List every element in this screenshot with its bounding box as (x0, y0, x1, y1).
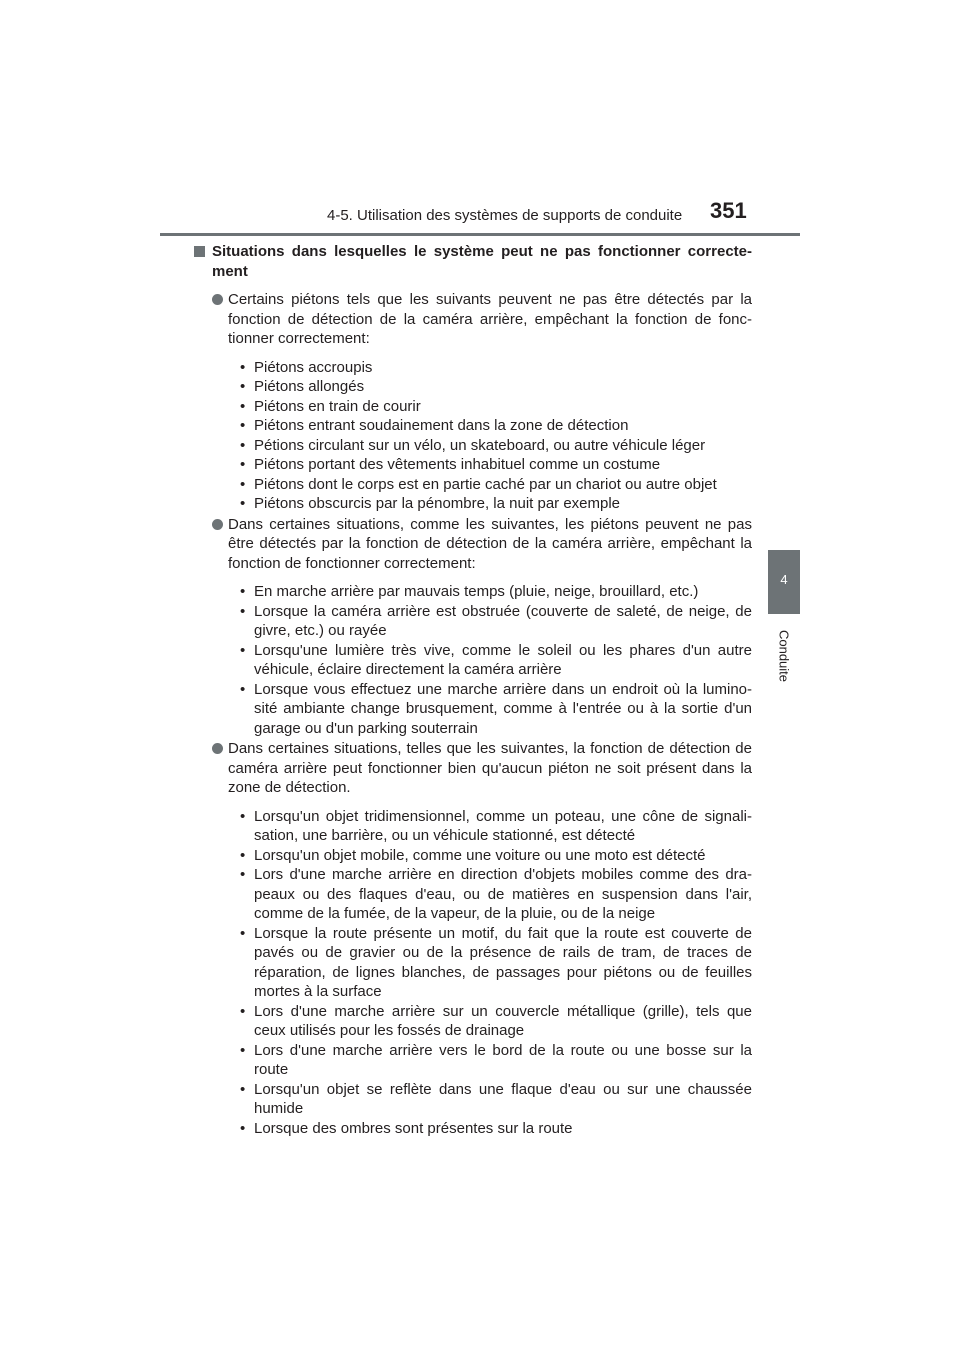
paragraph-text: Dans certaines situations, comme les suivantes, les piétons peuvent ne pas être détectés par la fonction de détection de la caméra arrière, empêchant la fonction de fonctionner correctement: (228, 515, 752, 572)
list-item: • Piétons obscurcis par la pénombre, la nuit par exemple (240, 495, 621, 512)
paragraph-text: Dans certaines situations, telles que les suivantes, la fonction de détection de caméra arrière peut fonctionner bien qu'aucun piéton ne soit présent dans la zone de détection. (228, 740, 752, 796)
bullet-list-1 (212, 358, 752, 514)
list-item: • Lors d'une marche arrière en direction d'objets mobiles comme des dra-peaux ou des flaques d'eau, ou de matières en suspension dans l'air, comme de la fumée, de la vapeur, de la pluie, ou de la neige (240, 866, 752, 922)
list-item: • Lorsque des ombres sont présentes sur la route (240, 1119, 573, 1137)
section-heading-text: Situations dans lesquelles le système peut ne pas fonctionner correcte-ment (212, 243, 752, 280)
paragraph-2 (212, 515, 752, 574)
list-item: • Piétons portant des vêtements inhabituel comme un costume (240, 456, 661, 473)
circle-bullet-icon (212, 743, 223, 754)
chapter-tab-label-box (770, 621, 798, 691)
list-item: • Lorsque la route présente un motif, du fait que la route est couverte de pavés ou de gravier ou de la présence de rails de tram, de traces de réparation, de lignes blanches, de passages pour piétons ou de feuilles mortes à la surface (240, 924, 752, 1000)
chapter-tab-number: 4 (780, 572, 788, 587)
list-item: • Lorsque la caméra arrière est obstruée (couverte de saleté, de neige, de givre, etc.) ou rayée (240, 602, 752, 639)
list-item: • Lors d'une marche arrière sur un couvercle métallique (grille), tels que ceux utilisés pour les fossés de drainage (240, 1002, 752, 1039)
list-item: • Piétons en train de courir (240, 397, 421, 415)
list-item: • Lorsqu'un objet mobile, comme une voiture ou une moto est détecté (240, 846, 706, 864)
list-item: • Piétons dont le corps est en partie caché par un chariot ou autre objet (240, 475, 717, 493)
chapter-side-tab (768, 550, 800, 614)
list-item: • Lors d'une marche arrière vers le bord de la route ou une bosse sur la route (240, 1041, 752, 1078)
page-number: 351 (710, 198, 747, 223)
circle-bullet-icon (212, 294, 223, 305)
list-item: • En marche arrière par mauvais temps (pluie, neige, brouillard, etc.) (240, 583, 699, 600)
list-item: • Lorsque vous effectuez une marche arrière dans un endroit où la lumino-sité ambiante change brusquement, comme à l'entrée ou à la sortie d'un garage ou d'un parking souterrain (240, 680, 752, 737)
paragraph-1 (212, 290, 752, 349)
square-bullet-icon (194, 246, 205, 257)
paragraph-text: Certains piétons tels que les suivants peuvent ne pas être détectés par la fonction de détection de la caméra arrière, empêchant la fonction de fonc-tionner correctement: (228, 291, 752, 347)
paragraph-3 (212, 739, 752, 798)
section-heading (194, 242, 752, 281)
main-content (212, 242, 752, 1138)
list-item: • Piétons entrant soudainement dans la zone de détection (240, 417, 629, 434)
chapter-tab-label: Conduite (776, 629, 792, 683)
list-item: • Piétons allongés (240, 378, 365, 395)
page-header (0, 0, 960, 240)
bullet-list-2 (212, 582, 752, 738)
bullet-list-3 (212, 807, 752, 1139)
list-item: • Lorsqu'un objet tridimensionnel, comme un poteau, une cône de signali-sation, une barrière, ou un véhicule stationné, est détecté (240, 807, 752, 844)
list-item: • Pétions circulant sur un vélo, un skateboard, ou autre véhicule léger (240, 436, 706, 454)
list-item: • Piétons accroupis (240, 358, 373, 376)
chapter-title: 4-5. Utilisation des systèmes de supports de conduite (327, 207, 683, 224)
list-item: • Lorsqu'une lumière très vive, comme le soleil ou les phares d'un autre véhicule, éclaire directement la caméra arrière (240, 641, 752, 678)
list-item: • Lorsqu'un objet se reflète dans une flaque d'eau ou sur une chaussée humide (240, 1080, 752, 1117)
circle-bullet-icon (212, 519, 223, 530)
header-divider (160, 233, 800, 236)
